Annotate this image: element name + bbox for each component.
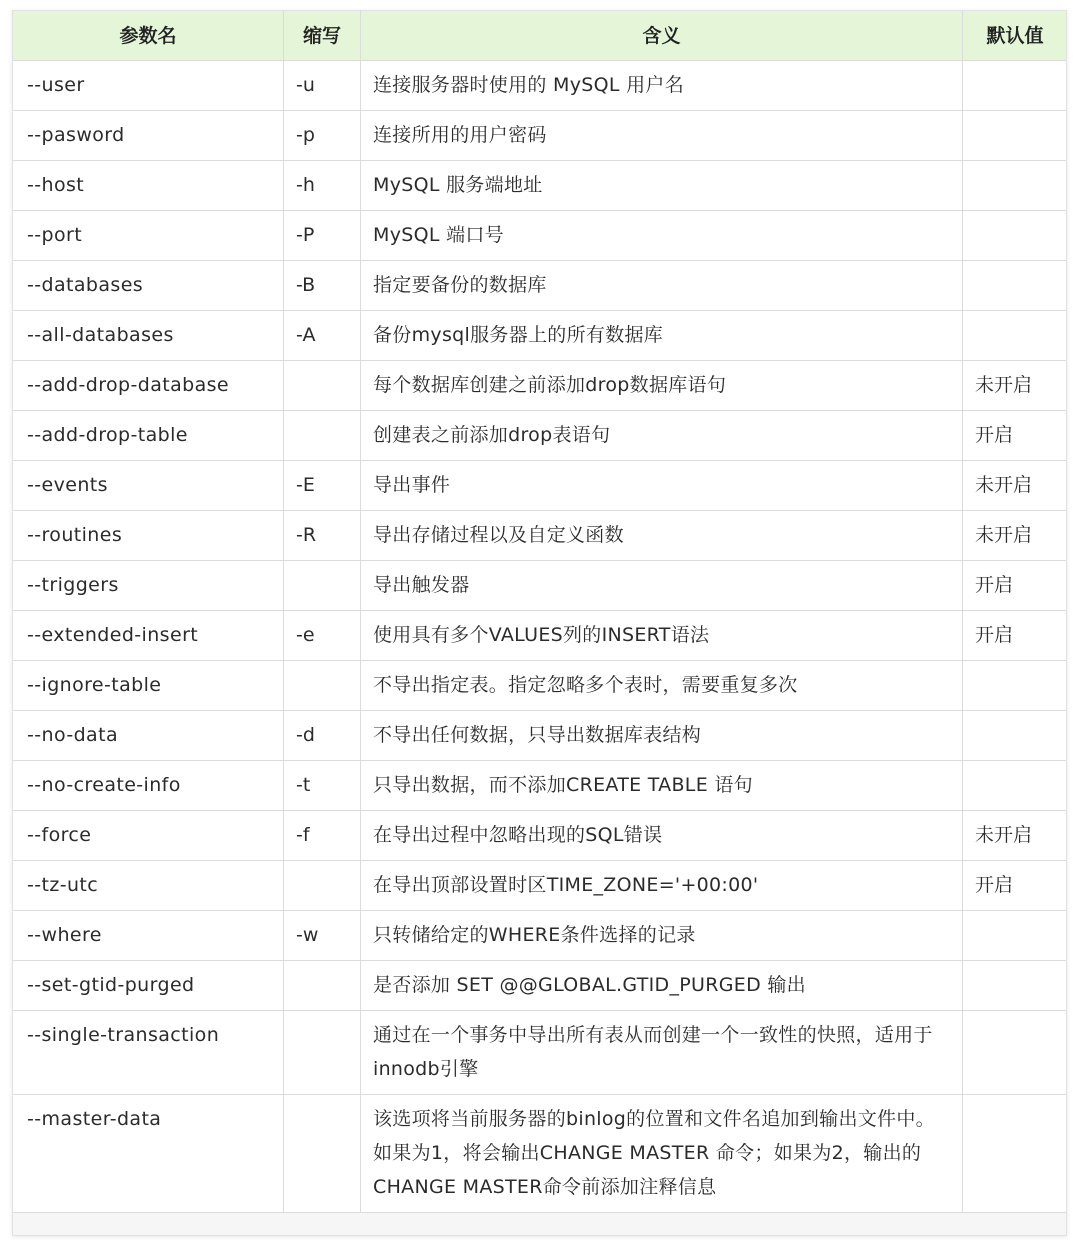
- meaning-cell: 不导出任何数据，只导出数据库表结构: [361, 711, 963, 761]
- abbr-cell: [284, 1095, 361, 1213]
- default-cell: [963, 111, 1068, 161]
- default-cell: 开启: [963, 611, 1068, 661]
- abbr-cell: -f: [284, 811, 361, 861]
- default-cell: [963, 761, 1068, 811]
- table-row: [13, 961, 1068, 1011]
- param-cell: --where: [13, 911, 284, 961]
- meaning-cell: 导出存储过程以及自定义函数: [361, 511, 963, 561]
- abbr-cell: [284, 361, 361, 411]
- abbr-cell: -p: [284, 111, 361, 161]
- param-cell: --events: [13, 461, 284, 511]
- meaning-cell: 该选项将当前服务器的binlog的位置和文件名追加到输出文件中。如果为1，将会输出CHANGE MASTER 命令；如果为2，输出的CHANGE MASTER命令前添加注释信息: [361, 1095, 963, 1213]
- table-row: [13, 61, 1068, 111]
- table-row: [13, 861, 1068, 911]
- abbr-cell: -w: [284, 911, 361, 961]
- param-cell: --add-drop-table: [13, 411, 284, 461]
- header-meaning: 含义: [361, 11, 963, 61]
- meaning-cell: 不导出指定表。指定忽略多个表时，需要重复多次: [361, 661, 963, 711]
- table-row: [13, 461, 1068, 511]
- param-cell: --ignore-table: [13, 661, 284, 711]
- param-cell: --routines: [13, 511, 284, 561]
- param-cell: --pasword: [13, 111, 284, 161]
- param-cell: --triggers: [13, 561, 284, 611]
- default-cell: [963, 1011, 1068, 1095]
- default-cell: [963, 311, 1068, 361]
- param-cell: --no-create-info: [13, 761, 284, 811]
- abbr-cell: -R: [284, 511, 361, 561]
- table-row: [13, 161, 1068, 211]
- param-cell: --add-drop-database: [13, 361, 284, 411]
- table-row: [13, 1095, 1068, 1213]
- meaning-cell: 连接服务器时使用的 MySQL 用户名: [361, 61, 963, 111]
- default-cell: [963, 711, 1068, 761]
- param-cell: --extended-insert: [13, 611, 284, 661]
- table-row: [13, 661, 1068, 711]
- default-cell: 开启: [963, 861, 1068, 911]
- param-cell: --single-transaction: [13, 1011, 284, 1095]
- abbr-cell: -u: [284, 61, 361, 111]
- meaning-cell: 通过在一个事务中导出所有表从而创建一个一致性的快照，适用于innodb引擎: [361, 1011, 963, 1095]
- param-cell: --master-data: [13, 1095, 284, 1213]
- default-cell: 开启: [963, 411, 1068, 461]
- table-row: [13, 561, 1068, 611]
- param-cell: --set-gtid-purged: [13, 961, 284, 1011]
- table-row: [13, 511, 1068, 561]
- abbr-cell: -d: [284, 711, 361, 761]
- header-param: 参数名: [13, 11, 284, 61]
- default-cell: [963, 661, 1068, 711]
- meaning-cell: 导出触发器: [361, 561, 963, 611]
- header-abbr: 缩写: [284, 11, 361, 61]
- param-cell: --host: [13, 161, 284, 211]
- default-cell: 未开启: [963, 461, 1068, 511]
- table-row: [13, 111, 1068, 161]
- abbr-cell: -B: [284, 261, 361, 311]
- meaning-cell: 使用具有多个VALUES列的INSERT语法: [361, 611, 963, 661]
- table-row: [13, 211, 1068, 261]
- abbr-cell: -e: [284, 611, 361, 661]
- param-cell: --databases: [13, 261, 284, 311]
- header-default: 默认值: [963, 11, 1068, 61]
- header-row: [13, 11, 1068, 61]
- meaning-cell: 指定要备份的数据库: [361, 261, 963, 311]
- param-cell: --no-data: [13, 711, 284, 761]
- param-cell: --tz-utc: [13, 861, 284, 911]
- abbr-cell: [284, 661, 361, 711]
- param-cell: --all-databases: [13, 311, 284, 361]
- abbr-cell: -t: [284, 761, 361, 811]
- meaning-cell: 每个数据库创建之前添加drop数据库语句: [361, 361, 963, 411]
- abbr-cell: -h: [284, 161, 361, 211]
- default-cell: 开启: [963, 561, 1068, 611]
- meaning-cell: 只转储给定的WHERE条件选择的记录: [361, 911, 963, 961]
- abbr-cell: [284, 411, 361, 461]
- table-row: [13, 611, 1068, 661]
- default-cell: 未开启: [963, 811, 1068, 861]
- table-row: [13, 711, 1068, 761]
- table-row: [13, 261, 1068, 311]
- param-cell: --user: [13, 61, 284, 111]
- meaning-cell: 在导出顶部设置时区TIME_ZONE='+00:00': [361, 861, 963, 911]
- meaning-cell: MySQL 端口号: [361, 211, 963, 261]
- default-cell: [963, 61, 1068, 111]
- meaning-cell: 备份mysql服务器上的所有数据库: [361, 311, 963, 361]
- table-card: [12, 10, 1067, 1236]
- abbr-cell: [284, 561, 361, 611]
- table-row: [13, 911, 1068, 961]
- table-row: [13, 411, 1068, 461]
- table-row: [13, 311, 1068, 361]
- meaning-cell: 连接所用的用户密码: [361, 111, 963, 161]
- default-cell: [963, 1095, 1068, 1213]
- table-row: [13, 761, 1068, 811]
- meaning-cell: 是否添加 SET @@GLOBAL.GTID_PURGED 输出: [361, 961, 963, 1011]
- meaning-cell: MySQL 服务端地址: [361, 161, 963, 211]
- abbr-cell: [284, 1011, 361, 1095]
- meaning-cell: 在导出过程中忽略出现的SQL错误: [361, 811, 963, 861]
- meaning-cell: 创建表之前添加drop表语句: [361, 411, 963, 461]
- abbr-cell: [284, 961, 361, 1011]
- default-cell: 未开启: [963, 361, 1068, 411]
- table-row: [13, 1011, 1068, 1095]
- mysqldump-options-table: [12, 10, 1067, 1213]
- table-row: [13, 361, 1068, 411]
- abbr-cell: -P: [284, 211, 361, 261]
- meaning-cell: 导出事件: [361, 461, 963, 511]
- default-cell: [963, 211, 1068, 261]
- param-cell: --port: [13, 211, 284, 261]
- abbr-cell: -E: [284, 461, 361, 511]
- default-cell: [963, 261, 1068, 311]
- default-cell: [963, 161, 1068, 211]
- param-cell: --force: [13, 811, 284, 861]
- table-row: [13, 811, 1068, 861]
- default-cell: 未开启: [963, 511, 1068, 561]
- default-cell: [963, 961, 1068, 1011]
- meaning-cell: 只导出数据，而不添加CREATE TABLE 语句: [361, 761, 963, 811]
- abbr-cell: -A: [284, 311, 361, 361]
- abbr-cell: [284, 861, 361, 911]
- default-cell: [963, 911, 1068, 961]
